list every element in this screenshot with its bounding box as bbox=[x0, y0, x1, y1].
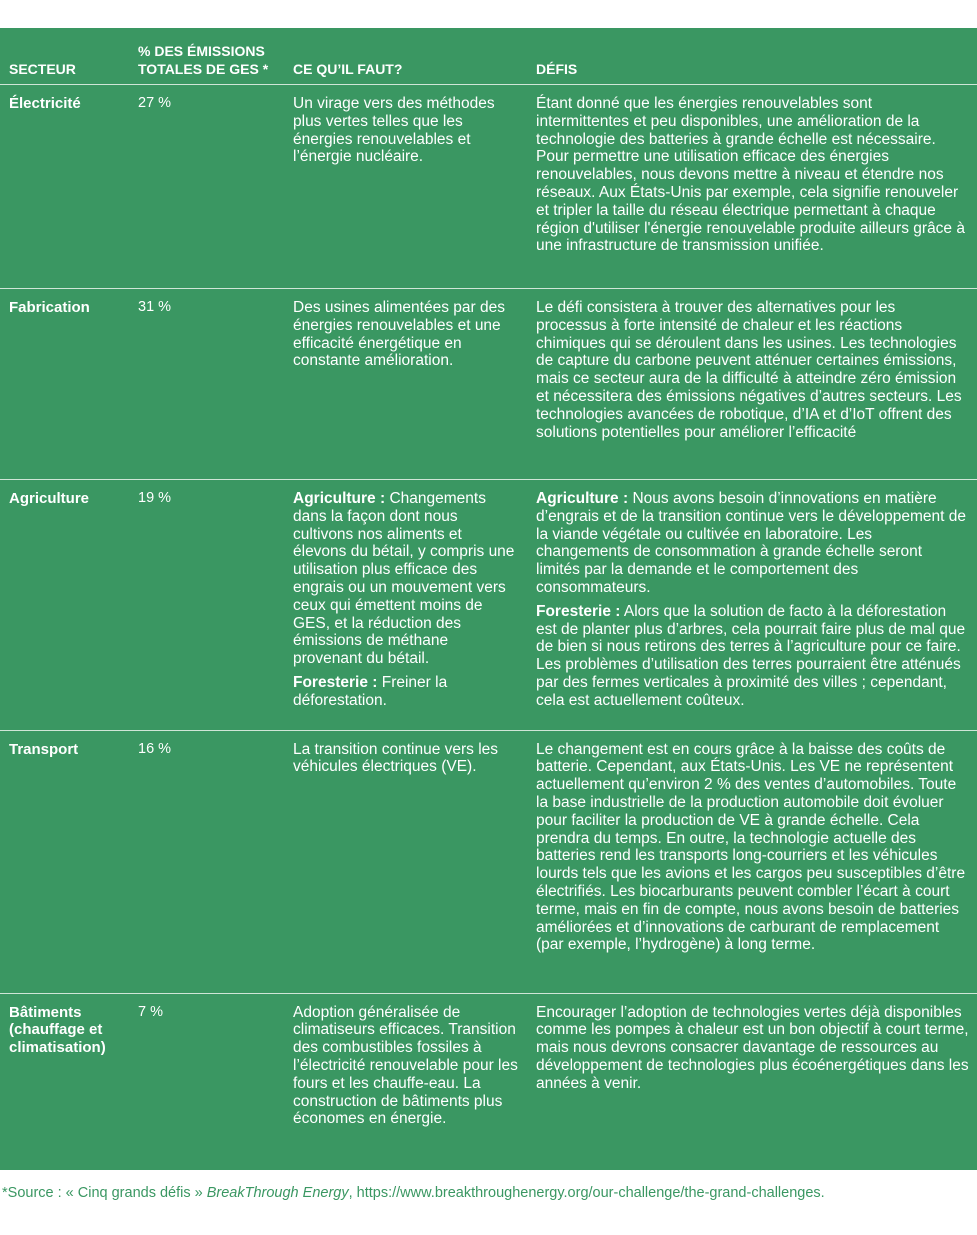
row-challenges: Encourager l’adoption de technologies vertes déjà disponibles comme les pompes à chaleur est un bon objectif à court terme, mais nous devrons consacrer davantage de ressources au développement de technologies plus écoénergétiques dans les années à venir. bbox=[536, 1003, 969, 1092]
header-share-line1: % DES ÉMISSIONS bbox=[138, 43, 265, 59]
row-share: 16 % bbox=[138, 740, 172, 757]
source-note bbox=[2, 1185, 977, 1201]
row-sector: Électricité bbox=[9, 95, 81, 112]
table-row bbox=[0, 480, 977, 731]
row-sector: Transport bbox=[9, 740, 79, 758]
header-share-line2: TOTALES DE GES * bbox=[138, 61, 269, 77]
table-row bbox=[0, 730, 977, 993]
what-forestry-text: Freiner la déforestation. bbox=[293, 673, 448, 709]
table-row bbox=[0, 289, 977, 480]
row-sector: Agriculture bbox=[9, 490, 90, 507]
table-header-row bbox=[0, 28, 977, 85]
row-what: Adoption généralisée de climatiseurs efficaces. Transition des combustibles fossiles à l’électricité renouvelable pour les fours et les chauffe-eau. La construction de bâtiments plus économes en énergie. bbox=[293, 1003, 518, 1128]
row-challenges: Le défi consistera à trouver des alternatives pour les processus à forte intensité de chaleur et les réactions chimiques qui se déroulent dans les usines. Les technologies de capture du carbone peuvent atténuer certaines émissions, mais ce secteur aura de la difficulté à atteindre zéro émission et nécessitera des émissions négatives d’autres secteurs. Les technologies avancées de robotique, d’IA et d’IoT offrent des solutions potentielles pour améliorer l’efficacité bbox=[536, 299, 962, 441]
row-share: 27 % bbox=[138, 95, 172, 111]
header-sector: SECTEUR bbox=[9, 61, 76, 77]
row-share: 31 % bbox=[138, 299, 172, 315]
source-publisher: BreakThrough Energy bbox=[206, 1185, 349, 1201]
emissions-table bbox=[0, 28, 977, 1142]
row-what: Un virage vers des méthodes plus vertes telles que les énergies renouvelables et l’énergie nucléaire. bbox=[293, 95, 495, 166]
row-share: 7 % bbox=[138, 1003, 163, 1020]
row-what bbox=[284, 480, 527, 731]
row-share: 19 % bbox=[138, 490, 172, 506]
challenges-agriculture-paragraph bbox=[536, 490, 969, 597]
challenges-forestry-paragraph bbox=[536, 603, 969, 710]
row-sector: Bâtiments (chauffage et climatisation) bbox=[9, 1003, 106, 1057]
emissions-table-container bbox=[0, 28, 977, 1170]
what-agriculture-paragraph bbox=[293, 490, 519, 668]
row-sector: Fabrication bbox=[9, 299, 90, 316]
header-share bbox=[129, 28, 284, 85]
what-agriculture-label: Agriculture : bbox=[293, 490, 386, 507]
row-challenges: Le changement est en cours grâce à la baisse des coûts de batterie. Cependant, aux États-Unis. Les VE ne représentent actuellement qu’environ 2 % des ventes d’automobiles. Toute la base industrielle de la production automobile doit évoluer pour faciliter la production de VE à grande échelle. Cela prendra du temps. En outre, la technologie actuelle des batteries rend les transports long-courriers et les véhicules lourds tels que les avions et les cargos peu susceptibles d’être électrifiés. Les biocarburants peuvent combler l’écart à court terme, mais en fin de compte, nous avons besoin de batteries améliorées et d’innovations de carburant de remplacement (par exemple, l’hydrogène) à long terme. bbox=[536, 740, 966, 954]
row-challenges bbox=[527, 480, 977, 731]
header-what: CE QU’IL FAUT? bbox=[293, 61, 403, 77]
header-challenges: DÉFIS bbox=[536, 61, 578, 77]
row-what: Des usines alimentées par des énergies renouvelables et une efficacité énergétique en constante amélioration. bbox=[293, 299, 505, 370]
row-challenges: Étant donné que les énergies renouvelables sont intermittentes et peu disponibles, une amélioration de la technologie des batteries à grande échelle est nécessaire. Pour permettre une utilisation efficace des énergies renouvelables, nous devons mettre à niveau et étendre nos réseaux. Aux États-Unis par exemple, cela signifie renouveler et tripler la taille du réseau électrique permettant à chaque région d'utiliser l'énergie renouvelable produite ailleurs grâce à une infrastructure de transmission unifiée. bbox=[536, 95, 965, 255]
row-what: La transition continue vers les véhicules électriques (VE). bbox=[293, 740, 499, 776]
challenges-agriculture-label: Agriculture : bbox=[536, 490, 629, 507]
source-prefix: *Source : « Cinq grands défis » bbox=[2, 1185, 207, 1201]
challenges-agriculture-text: Nous avons besoin d’innovations en matière d’engrais et de la transition continue vers le développement de la viande végétale ou cultivée en laboratoire. Les changements de consommation à grande échelle seront limités par la demande et le comportement des consommateurs. bbox=[536, 490, 966, 596]
what-agriculture-text: Changements dans la façon dont nous cultivons nos aliments et élevons du bétail, y compris une utilisation plus efficace des engrais ou un mouvement vers ceux qui émettent moins de GES, et la réduction des émissions de méthane provenant du bétail. bbox=[293, 490, 515, 668]
challenges-forestry-text: Alors que la solution de facto à la déforestation est de planter plus d’arbres, cela pourrait faire plus de mal que de bien si nous retirons des terres à l’agriculture pour ce faire. Les problèmes d’utilisation des terres pourraient être atténués par des fermes verticales à proximité des villes ; cependant, cela est actuellement coûteux. bbox=[536, 602, 966, 709]
what-forestry-label: Foresterie : bbox=[293, 673, 378, 691]
challenges-forestry-label: Foresterie : bbox=[536, 602, 621, 620]
what-forestry-paragraph bbox=[293, 674, 519, 710]
table-row bbox=[0, 85, 977, 289]
source-suffix: , https://www.breakthroughenergy.org/our-challenge/the-grand-challenges. bbox=[348, 1185, 825, 1201]
table-row bbox=[0, 993, 977, 1142]
